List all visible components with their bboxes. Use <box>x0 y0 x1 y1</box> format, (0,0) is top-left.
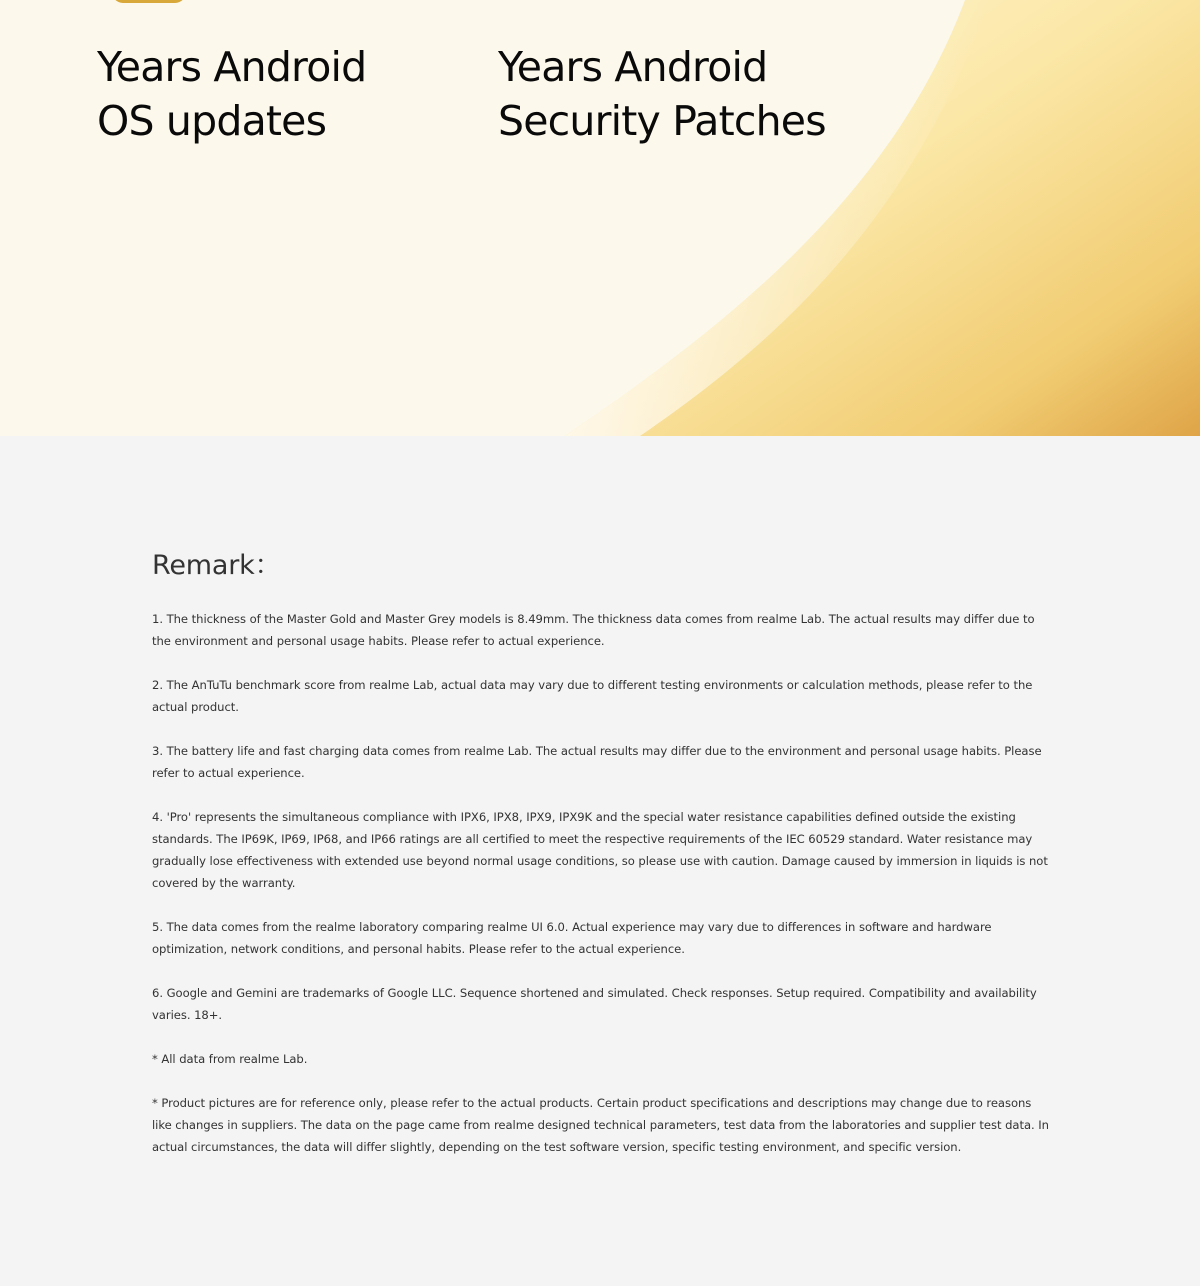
remark-item: 1. The thickness of the Master Gold and Master Grey models is 8.49mm. The thickness data comes from realme Lab. The actual results may differ due to the environment and personal usage habits. Please refer to actual experience. <box>152 612 1035 648</box>
remark-item: 5. The data comes from the realme laboratory comparing realme UI 6.0. Actual experience may vary due to differences in software and hardware optimization, network conditions, and personal habits. Please refer to the actual experience. <box>152 920 992 956</box>
remarks-section <box>152 546 1052 1180</box>
remark-item: 2. The AnTuTu benchmark score from realme Lab, actual data may vary due to different testing environments or calculation methods, please refer to the actual product. <box>152 678 1033 714</box>
hero-section <box>0 0 1200 436</box>
remark-item: * All data from realme Lab. <box>152 1052 308 1066</box>
badge-sliver <box>112 0 186 3</box>
remark-item: * Product pictures are for reference only, please refer to the actual products. Certain product specifications and descriptions may change due to reasons like changes in suppliers. The data on the page came from realme designed technical parameters, test data from the laboratories and supplier test data. In actual circumstances, the data will differ slightly, depending on the test software version, specific testing environment, and specific version. <box>152 1096 1049 1154</box>
security-patches-title: Years Android Security Patches <box>498 43 826 145</box>
remarks-heading: Remark： <box>152 550 282 581</box>
remark-item: 4. 'Pro' represents the simultaneous compliance with IPX6, IPX8, IPX9, IPX9K and the special water resistance capabilities defined outside the existing standards. The IP69K, IP69, IP68, and IP66 ratings are all certified to meet the respective requirements of the IEC 60529 standard. Water resistance may gradually lose effectiveness with extended use beyond normal usage conditions, so please use with caution. Damage caused by immersion in liquids is not covered by the warranty. <box>152 810 1048 890</box>
remark-item: 6. Google and Gemini are trademarks of Google LLC. Sequence shortened and simulated. Check responses. Setup required. Compatibility and availability varies. 18+. <box>152 986 1037 1022</box>
remark-item: 3. The battery life and fast charging data comes from realme Lab. The actual results may differ due to the environment and personal usage habits. Please refer to actual experience. <box>152 744 1042 780</box>
os-updates-title: Years Android OS updates <box>97 43 367 145</box>
